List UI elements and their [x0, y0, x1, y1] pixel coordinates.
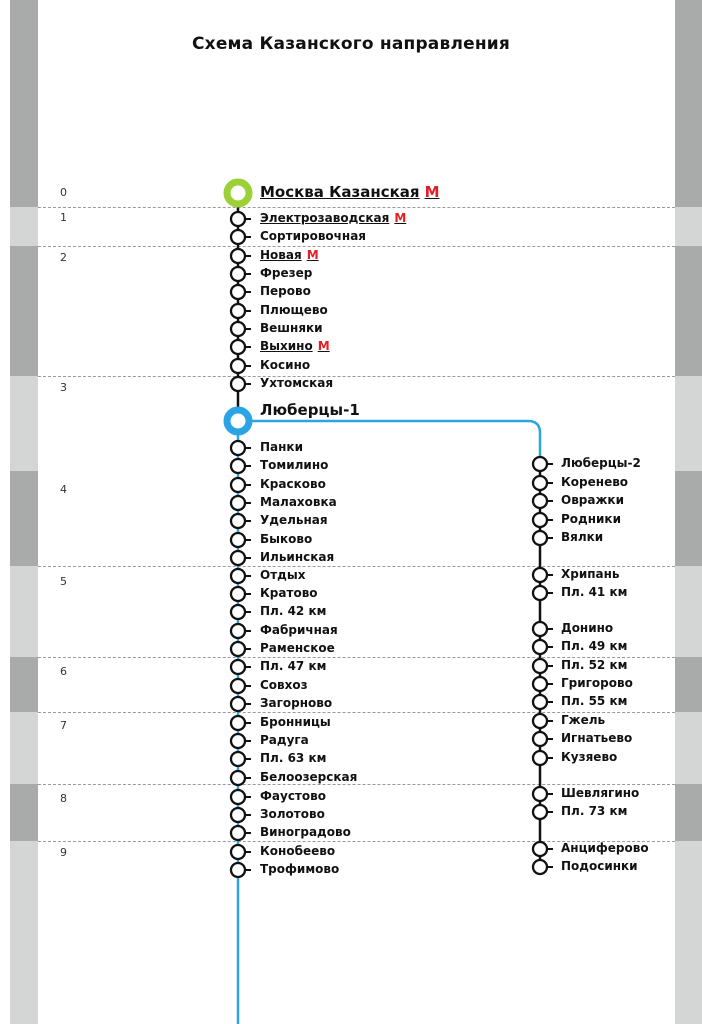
station-label: [260, 401, 360, 419]
station-name: Донино: [561, 621, 614, 635]
station-marker: [231, 863, 245, 877]
station-marker: [533, 732, 547, 746]
station-name: Вешняки: [260, 321, 323, 335]
station-name: Томилино: [260, 458, 329, 472]
station-label: [260, 440, 303, 454]
station-name: Москва Казанская: [260, 183, 420, 201]
station-label: [561, 567, 620, 581]
station-name: Пл. 41 км: [561, 585, 628, 599]
station-label: [561, 512, 621, 526]
station-label: [260, 211, 406, 225]
station-label: [561, 750, 617, 764]
station-name: Радуга: [260, 733, 309, 747]
zone-number: 6: [60, 665, 67, 678]
station-marker: [231, 605, 245, 619]
station-name: Удельная: [260, 513, 328, 527]
station-label: [260, 248, 319, 262]
station-marker: [533, 531, 547, 545]
station-label: [561, 694, 627, 708]
station-label: [260, 495, 337, 509]
station-name: Конобеево: [260, 844, 336, 858]
station-name: Кузяево: [561, 750, 618, 764]
station-name: Раменское: [260, 641, 335, 655]
station-name: Пл. 73 км: [561, 804, 628, 818]
station-marker: [231, 752, 245, 766]
station-marker: [533, 695, 547, 709]
station-label: [561, 731, 632, 745]
station-label: [260, 844, 335, 858]
station-marker: [533, 842, 547, 856]
station-marker: [231, 845, 245, 859]
station-label: [260, 807, 325, 821]
station-marker: [231, 697, 245, 711]
station-label: [561, 859, 638, 873]
station-label: [260, 696, 332, 710]
station-name: Подосинки: [561, 859, 638, 873]
station-label: [260, 358, 310, 372]
station-marker: [231, 441, 245, 455]
station-name: Пл. 63 км: [260, 751, 327, 765]
zone-number: 8: [60, 792, 67, 805]
zone-number: 1: [60, 211, 67, 224]
station-marker: [533, 622, 547, 636]
station-name: Сортировочная: [260, 229, 367, 243]
station-name: Белоозерская: [260, 770, 358, 784]
station-name: Бронницы: [260, 715, 331, 729]
station-marker: [231, 212, 245, 226]
station-name: Косино: [260, 358, 311, 372]
station-label: [260, 789, 326, 803]
station-label: [561, 658, 627, 672]
station-name: Пл. 52 км: [561, 658, 628, 672]
metro-icon: М: [424, 183, 440, 201]
station-marker: [231, 734, 245, 748]
station-label: [561, 786, 639, 800]
station-marker: [231, 624, 245, 638]
station-marker-origin: [227, 182, 249, 204]
station-marker: [231, 340, 245, 354]
station-label: [260, 303, 328, 317]
station-marker: [231, 808, 245, 822]
station-label: [561, 621, 613, 635]
station-name: Люберцы-2: [561, 456, 641, 470]
station-name: Новая: [260, 248, 302, 262]
station-marker-junction: [227, 410, 249, 432]
station-label: [561, 639, 627, 653]
station-label: [260, 532, 312, 546]
station-marker: [533, 568, 547, 582]
station-name: Быково: [260, 532, 313, 546]
station-marker: [231, 790, 245, 804]
station-name: Загорново: [260, 696, 333, 710]
station-name: Ильинская: [260, 550, 335, 564]
station-marker: [533, 860, 547, 874]
station-label: [561, 493, 624, 507]
station-label: [561, 475, 628, 489]
station-marker: [533, 513, 547, 527]
station-marker: [533, 586, 547, 600]
station-label: [260, 321, 323, 335]
station-label: [260, 183, 440, 201]
station-label: [260, 751, 326, 765]
station-marker: [231, 359, 245, 373]
station-name: Выхино: [260, 339, 313, 353]
station-label: [561, 841, 649, 855]
station-label: [260, 513, 328, 527]
station-name: Люберцы-1: [260, 401, 360, 419]
station-label: [561, 713, 605, 727]
station-name: Фаустово: [260, 789, 326, 803]
station-marker: [231, 533, 245, 547]
station-label: [561, 585, 627, 599]
station-name: Панки: [260, 440, 303, 454]
metro-icon: М: [306, 248, 319, 262]
station-marker: [231, 230, 245, 244]
station-name: Трофимово: [260, 862, 340, 876]
zone-number: 0: [60, 186, 67, 199]
station-name: Григорово: [561, 676, 633, 690]
station-marker: [231, 716, 245, 730]
station-marker: [533, 714, 547, 728]
station-label: [260, 477, 326, 491]
station-name: Плющево: [260, 303, 328, 317]
station-marker: [533, 659, 547, 673]
station-label: [260, 458, 328, 472]
station-marker: [231, 377, 245, 391]
station-marker: [231, 496, 245, 510]
zone-number: 9: [60, 846, 67, 859]
station-marker: [231, 322, 245, 336]
station-marker: [231, 514, 245, 528]
station-marker: [231, 551, 245, 565]
station-marker: [533, 751, 547, 765]
station-marker: [231, 587, 245, 601]
station-label: [260, 641, 335, 655]
station-name: Отдых: [260, 568, 306, 582]
station-marker: [533, 494, 547, 508]
station-marker: [231, 660, 245, 674]
station-marker: [533, 640, 547, 654]
station-name: Перово: [260, 284, 311, 298]
station-name: Коренево: [561, 475, 629, 489]
station-label: [260, 339, 330, 353]
station-label: [260, 623, 338, 637]
station-marker: [231, 304, 245, 318]
station-label: [260, 733, 309, 747]
station-marker: [231, 826, 245, 840]
zone-number: 4: [60, 483, 67, 496]
station-label: [260, 586, 318, 600]
station-name: Шевлягино: [561, 786, 640, 800]
zone-number: 3: [60, 381, 67, 394]
page-title: Схема Казанского направления: [191, 34, 510, 54]
station-marker: [533, 457, 547, 471]
station-name: Золотово: [260, 807, 325, 821]
station-label: [561, 456, 641, 470]
station-label: [561, 804, 627, 818]
station-label: [260, 550, 334, 564]
station-name: Пл. 55 км: [561, 694, 628, 708]
metro-icon: М: [394, 211, 407, 225]
station-name: Родники: [561, 512, 621, 526]
station-marker: [533, 677, 547, 691]
station-label: [260, 715, 331, 729]
station-label: [260, 862, 339, 876]
station-label: [260, 659, 326, 673]
zone-number: 5: [60, 575, 67, 588]
station-label: [260, 825, 351, 839]
station-marker: [231, 771, 245, 785]
station-name: Ухтомская: [260, 376, 334, 390]
station-name: Красково: [260, 477, 326, 491]
station-marker: [231, 642, 245, 656]
station-label: [260, 229, 366, 243]
station-name: Вялки: [561, 530, 604, 544]
station-marker: [231, 267, 245, 281]
station-name: Пл. 47 км: [260, 659, 327, 673]
station-name: Хрипань: [561, 567, 620, 581]
zone-number: 7: [60, 719, 67, 732]
metro-icon: М: [317, 339, 330, 353]
station-marker: [231, 679, 245, 693]
station-label: [260, 604, 326, 618]
station-name: Малаховка: [260, 495, 337, 509]
station-marker: [231, 569, 245, 583]
station-name: Гжель: [561, 713, 606, 727]
station-marker: [231, 285, 245, 299]
station-name: Игнатьево: [561, 731, 633, 745]
station-marker: [231, 249, 245, 263]
station-name: Пл. 42 км: [260, 604, 327, 618]
station-name: Электрозаводская: [260, 211, 390, 225]
station-label: [260, 568, 305, 582]
station-marker: [231, 459, 245, 473]
station-marker: [533, 805, 547, 819]
station-label: [260, 266, 312, 280]
station-label: [260, 376, 333, 390]
zone-number: 2: [60, 251, 67, 264]
station-label: [260, 770, 357, 784]
station-marker: [533, 787, 547, 801]
station-label: [260, 284, 311, 298]
station-label: [561, 676, 633, 690]
station-name: Пл. 49 км: [561, 639, 628, 653]
station-name: Овражки: [561, 493, 624, 507]
station-label: [561, 530, 603, 544]
station-name: Фрезер: [260, 266, 313, 280]
station-label: [260, 678, 308, 692]
station-name: Фабричная: [260, 623, 338, 637]
station-marker: [533, 476, 547, 490]
station-name: Анциферово: [561, 841, 649, 855]
station-name: Совхоз: [260, 678, 308, 692]
station-marker: [231, 478, 245, 492]
station-name: Виноградово: [260, 825, 351, 839]
station-name: Кратово: [260, 586, 318, 600]
